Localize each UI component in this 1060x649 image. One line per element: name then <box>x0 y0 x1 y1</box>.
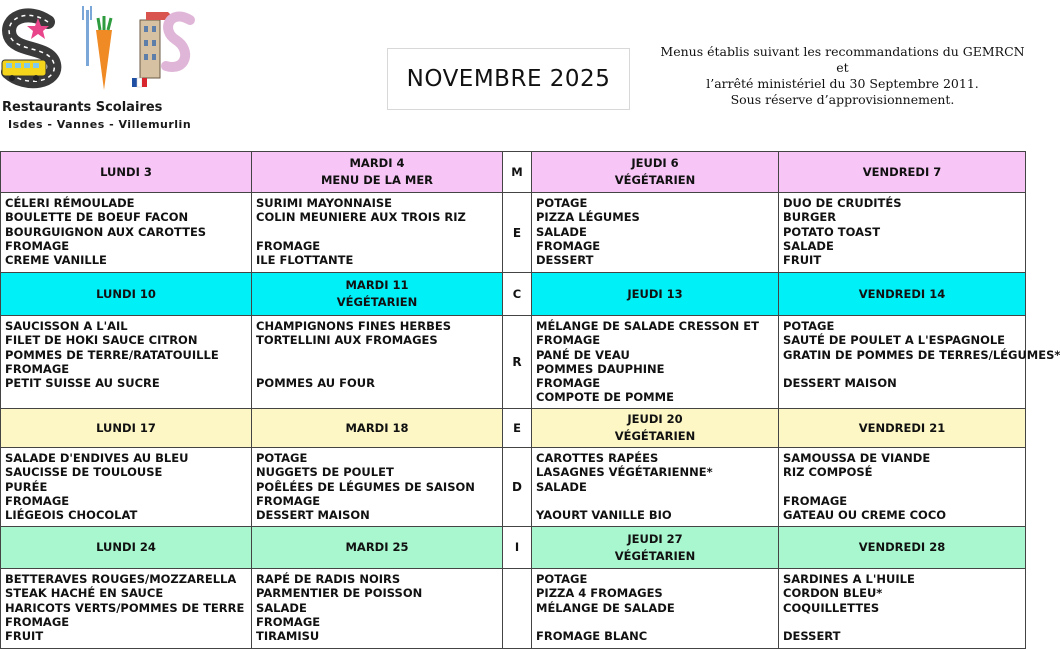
logo-illustration-icon <box>0 0 200 100</box>
mercredi-letter: I <box>503 527 532 569</box>
day-menu <box>532 193 779 273</box>
title-box <box>387 48 630 110</box>
menu-item: SARDINES A L'HUILE <box>783 572 915 586</box>
week-header-row <box>1 273 1026 316</box>
menu-item <box>256 225 498 239</box>
menu-item: CORDON BLEU* <box>783 586 883 601</box>
day-header <box>779 409 1026 448</box>
menu-item: POMMES DAUPHINE <box>536 361 665 376</box>
menu-item: ILE FLOTTANTE <box>256 253 354 268</box>
week-menu-row <box>1 193 1026 273</box>
menu-items <box>1 448 251 524</box>
day-header <box>252 409 503 448</box>
day-header <box>779 527 1026 569</box>
day-header <box>779 273 1026 316</box>
menu-item: PARMENTIER DE POISSON <box>256 586 423 601</box>
day-menu <box>779 193 1026 273</box>
menu-item: FROMAGE <box>256 614 321 629</box>
menu-items <box>779 448 1025 524</box>
menu-item: CAROTTES RAPÉES <box>536 451 659 465</box>
day-header-line: LUNDI 17 <box>96 420 156 435</box>
menu-items <box>532 316 778 407</box>
menu-item: COQUILLETTES <box>783 600 880 615</box>
day-header-line: LUNDI 24 <box>96 540 156 554</box>
menu-item: FROMAGE <box>256 493 321 508</box>
week-menu-row <box>1 569 1026 649</box>
day-menu <box>779 569 1026 649</box>
day-header-line: VÉGÉTARIEN <box>614 173 696 187</box>
menu-item: LASAGNES VÉGÉTARIENNE* <box>536 465 713 480</box>
day-menu <box>1 316 252 409</box>
menu-item: BOULETTE DE BOEUF FACON <box>5 210 189 225</box>
menu-item: SAUCISSE DE TOULOUSE <box>5 465 163 480</box>
day-header-line: JEUDI 27 <box>627 531 683 546</box>
menu-items <box>1 193 251 269</box>
day-menu <box>1 448 252 527</box>
day-header-line: MARDI 11 <box>345 278 409 292</box>
menu-item: PIZZA 4 FROMAGES <box>536 586 663 601</box>
menu-item: SALADE <box>256 600 307 615</box>
menu-item: FROMAGE <box>5 238 70 253</box>
day-header <box>252 152 503 193</box>
day-menu <box>252 193 503 273</box>
mercredi-letter: E <box>503 409 532 448</box>
week-menu-row <box>1 448 1026 527</box>
menu-items <box>532 193 778 269</box>
mercredi-letter: M <box>503 152 532 193</box>
menu-item: FROMAGE <box>256 238 321 253</box>
mercredi-letter: D <box>503 448 532 527</box>
note-line-2: l’arrêté ministériel du 30 Septembre 2011. <box>706 76 979 91</box>
menu-item: NUGGETS DE POULET <box>256 465 394 480</box>
note-line-3: Sous réserve d’approvisionnement. <box>730 92 955 107</box>
week-header-row <box>1 409 1026 448</box>
logo <box>0 0 200 140</box>
menu-item: PETIT SUISSE AU SUCRE <box>5 376 160 391</box>
menu-item: PIZZA LÉGUMES <box>536 210 640 225</box>
day-menu <box>252 316 503 409</box>
menu-item <box>783 362 1021 376</box>
page-title: NOVEMBRE 2025 <box>406 66 611 92</box>
week-menu-row <box>1 316 1026 409</box>
menu-item: SAUTÉ DE POULET A L'ESPAGNOLE <box>783 333 1006 348</box>
day-header-line: VENDREDI 28 <box>858 540 946 554</box>
menu-item <box>783 480 1021 494</box>
menu-item: FROMAGE <box>5 361 70 376</box>
week-header-row <box>1 152 1026 193</box>
menu-item: POMMES DE TERRE/RATATOUILLE <box>5 347 219 362</box>
day-header <box>252 527 503 569</box>
menu-item: CHAMPIGNONS FINES HERBES <box>256 319 452 333</box>
day-header-line: VÉGÉTARIEN <box>336 295 418 309</box>
day-header <box>532 273 779 316</box>
day-header <box>252 273 503 316</box>
day-menu <box>532 316 779 409</box>
mercredi-letter: E <box>503 193 532 273</box>
menu-item: FROMAGE BLANC <box>536 629 648 644</box>
menu-item: POÊLÉES DE LÉGUMES DE SAISON <box>256 479 475 494</box>
day-header-line: LUNDI 10 <box>96 286 156 301</box>
menu-item <box>783 615 1021 629</box>
menu-item: LIÉGEOIS CHOCOLAT <box>5 508 138 523</box>
day-menu <box>532 448 779 527</box>
logo-line-2: Isdes - Vannes - Villemurlin <box>8 118 192 131</box>
menu-items <box>252 448 502 524</box>
day-header-line: VENDREDI 21 <box>858 420 946 435</box>
day-menu <box>779 316 1060 409</box>
menu-item: COLIN MEUNIERE AUX TROIS RIZ <box>256 210 466 225</box>
menu-item: FILET DE HOKI SAUCE CITRON <box>5 333 198 348</box>
menu-item <box>536 615 774 629</box>
menu-item: FRUIT <box>783 253 822 268</box>
menu-item: DESSERT MAISON <box>256 508 370 523</box>
menu-item: POTATO TOAST <box>783 224 881 239</box>
menu-item: POTAGE <box>256 451 308 465</box>
day-header-line: VENDREDI 7 <box>862 164 942 179</box>
menu-item: POTAGE <box>536 196 588 210</box>
menu-item: POTAGE <box>783 319 835 333</box>
note-line-1: Menus établis suivant les recommandations du GEMRCN et <box>660 44 1025 75</box>
day-header-line: VÉGÉTARIEN <box>614 429 696 443</box>
day-header <box>532 152 779 193</box>
menu-item: DESSERT <box>783 629 841 644</box>
day-header-line: VENDREDI 14 <box>858 286 946 301</box>
menu-item: DESSERT <box>536 253 594 268</box>
menu-items <box>1 316 251 392</box>
menu-item: SAUCISSON A L'AIL <box>5 319 128 333</box>
menu-item: FROMAGE <box>536 333 601 348</box>
mercredi-letter <box>503 569 532 649</box>
menu-item: SALADE <box>536 224 587 239</box>
day-menu <box>1 569 252 649</box>
menu-table <box>0 151 1060 649</box>
menu-item: FROMAGE <box>783 493 848 508</box>
day-header-line: MENU DE LA MER <box>320 173 434 187</box>
menu-item: FROMAGE <box>536 238 601 253</box>
menu-item: RIZ COMPOSÉ <box>783 465 873 480</box>
menu-item: POTAGE <box>536 572 588 586</box>
menu-item: BOURGUIGNON AUX CAROTTES <box>5 224 207 239</box>
menu-notes <box>655 44 1030 108</box>
logo-line-1: Restaurants Scolaires <box>2 100 163 115</box>
menu-item: TIRAMISU <box>256 629 320 644</box>
day-header-line: MARDI 25 <box>345 540 409 554</box>
menu-item: RAPÉ DE RADIS NOIRS <box>256 572 401 586</box>
menu-item: DESSERT MAISON <box>783 376 897 391</box>
day-menu <box>1 193 252 273</box>
day-header <box>1 152 252 193</box>
menu-item <box>536 494 774 508</box>
menu-item: CÉLERI RÉMOULADE <box>5 196 135 210</box>
day-header <box>1 409 252 448</box>
mercredi-letter: R <box>503 316 532 409</box>
menu-item: MÉLANGE DE SALADE <box>536 600 675 615</box>
menu-items <box>252 193 502 269</box>
menu-item: BURGER <box>783 210 837 225</box>
menu-items <box>532 448 778 524</box>
menu-items <box>252 569 502 645</box>
day-header <box>1 273 252 316</box>
menu-items <box>1 569 251 645</box>
menu-item: STEAK HACHÉ EN SAUCE <box>5 586 164 601</box>
menu-item <box>256 362 498 376</box>
mercredi-letter: C <box>503 273 532 316</box>
day-header-line: JEUDI 6 <box>631 156 679 170</box>
day-header-line: MARDI 4 <box>349 156 405 170</box>
menu-item: FROMAGE <box>5 493 70 508</box>
day-header <box>1 527 252 569</box>
day-menu <box>252 569 503 649</box>
day-header <box>532 527 779 569</box>
menu-item: FROMAGE <box>536 376 601 391</box>
menu-item: POMMES AU FOUR <box>256 376 375 391</box>
day-menu <box>532 569 779 649</box>
day-header-line: JEUDI 13 <box>627 286 683 301</box>
menu-item: SALADE D'ENDIVES AU BLEU <box>5 451 189 465</box>
menu-item: SAMOUSSA DE VIANDE <box>783 451 931 465</box>
menu-items <box>252 316 502 392</box>
day-header-line: LUNDI 3 <box>100 164 152 179</box>
day-header <box>532 409 779 448</box>
day-header-line: VÉGÉTARIEN <box>614 548 696 563</box>
week-header-row <box>1 527 1026 569</box>
menu-items <box>779 569 1025 645</box>
menu-item: SURIMI MAYONNAISE <box>256 196 392 210</box>
menu-items <box>779 316 1060 392</box>
menu-item: FROMAGE <box>5 614 70 629</box>
menu-item: PANÉ DE VEAU <box>536 347 630 362</box>
menu-item: MÉLANGE DE SALADE CRESSON ET <box>536 319 759 333</box>
menu-item: PURÉE <box>5 479 48 494</box>
menu-items <box>532 569 778 645</box>
day-header-line: JEUDI 20 <box>627 412 683 426</box>
menu-item: FRUIT <box>5 629 44 644</box>
day-header <box>779 152 1026 193</box>
menu-items <box>779 193 1025 269</box>
menu-item: SALADE <box>536 479 587 494</box>
menu-item: SALADE <box>783 238 834 253</box>
day-menu <box>779 448 1026 527</box>
menu-item: CREME VANILLE <box>5 253 107 268</box>
menu-item: COMPOTE DE POMME <box>536 390 674 405</box>
menu-item: GATEAU OU CREME COCO <box>783 508 947 523</box>
menu-item: GRATIN DE POMMES DE TERRES/LÉGUMES* <box>783 347 1060 362</box>
day-menu <box>252 448 503 527</box>
menu-item: TORTELLINI AUX FROMAGES <box>256 333 438 348</box>
day-header-line: MARDI 18 <box>345 420 409 435</box>
menu-item: BETTERAVES ROUGES/MOZZARELLA <box>5 572 237 586</box>
menu-item: YAOURT VANILLE BIO <box>536 508 672 523</box>
menu-item: HARICOTS VERTS/POMMES DE TERRE <box>5 600 245 615</box>
menu-item: DUO DE CRUDITÉS <box>783 196 902 210</box>
menu-item <box>256 348 498 362</box>
